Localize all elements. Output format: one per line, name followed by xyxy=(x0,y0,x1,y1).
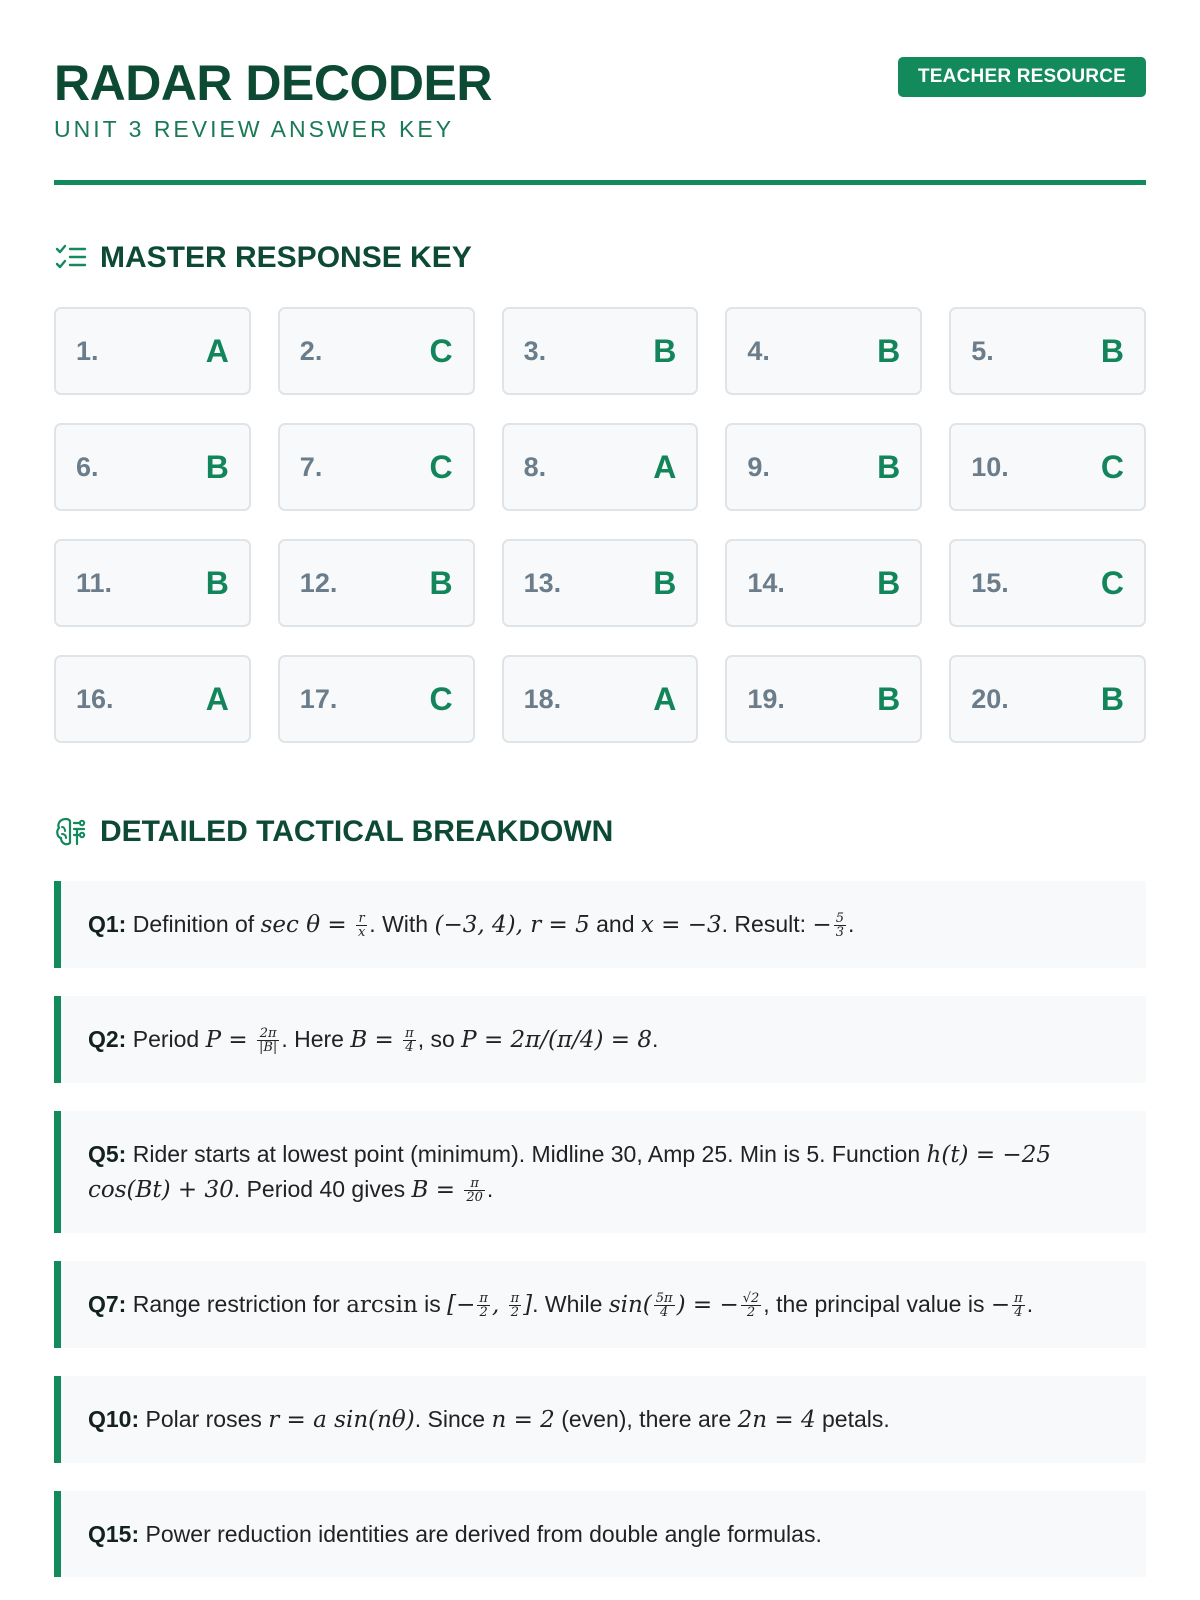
explanation-text: . xyxy=(486,1176,494,1202)
breakdown-heading xyxy=(54,815,1146,849)
math-expression: − xyxy=(990,1292,1011,1318)
math-expression: ) = − xyxy=(676,1292,739,1318)
explanation-text: . xyxy=(847,911,855,937)
math-expression: P = xyxy=(205,1027,255,1053)
answer-letter: A xyxy=(205,680,229,717)
answer-letter: A xyxy=(205,332,229,369)
explanation-text: and xyxy=(589,911,641,937)
math-expression: h(t) = −25 cos(Bt) + 30 xyxy=(88,1142,1051,1203)
explanation-text: (even), there are xyxy=(554,1406,738,1432)
math-fraction xyxy=(257,1027,279,1054)
answer-grid xyxy=(54,307,1146,743)
fraction-denominator: 4 xyxy=(654,1305,675,1319)
answer-cell xyxy=(725,655,922,743)
fraction-denominator: 3 xyxy=(835,925,844,941)
question-number: 13. xyxy=(523,567,562,598)
answer-letter: C xyxy=(429,332,453,369)
question-number: 16. xyxy=(76,683,114,714)
answer-cell xyxy=(949,423,1146,511)
answer-cell xyxy=(278,423,475,511)
math-fraction xyxy=(654,1292,675,1319)
brain-icon xyxy=(54,815,88,849)
question-number: 2. xyxy=(299,335,323,366)
question-number: 8. xyxy=(523,451,547,482)
page-header xyxy=(54,0,1146,185)
fraction-denominator: |B| xyxy=(258,1040,278,1056)
math-expression: ] xyxy=(523,1292,533,1318)
math-expression: r = a sin(nθ) xyxy=(268,1407,415,1433)
answer-letter: B xyxy=(653,332,677,369)
question-number: 11. xyxy=(76,567,113,598)
checklist-icon xyxy=(54,241,88,275)
question-label: Q10: xyxy=(88,1406,140,1432)
fraction-numerator: 2π xyxy=(259,1026,277,1042)
question-number: 9. xyxy=(747,451,770,482)
answer-letter: C xyxy=(1100,448,1124,485)
explanation-text: Rider starts at lowest point (minimum). Midline 30, Amp 25. Min is 5. Function xyxy=(126,1141,927,1167)
explanation-text: Power reduction identities are derived from double angle formulas. xyxy=(139,1521,822,1547)
fraction-numerator: π xyxy=(470,1176,479,1192)
math-fraction xyxy=(741,1292,762,1319)
answer-letter: B xyxy=(877,448,901,485)
math-expression: (−3, 4), r = 5 xyxy=(434,912,590,938)
master-key-heading-label: MASTER RESPONSE KEY xyxy=(100,241,472,274)
explanation-text: , the principal value is xyxy=(763,1291,991,1317)
explanation-text: . xyxy=(652,1026,659,1052)
question-number: 5. xyxy=(971,335,994,366)
answer-cell xyxy=(278,655,475,743)
explanation-text: . Here xyxy=(281,1026,351,1052)
explanation-text: petals. xyxy=(815,1406,890,1432)
explanation-text: Range restriction for xyxy=(126,1291,347,1317)
answer-cell xyxy=(502,423,699,511)
explanation-text: Polar roses xyxy=(139,1406,269,1432)
answer-cell xyxy=(725,423,922,511)
explanation-text: . Result: xyxy=(721,911,813,937)
breakdown-item-q10 xyxy=(54,1376,1146,1463)
breakdown-item-q15 xyxy=(54,1491,1146,1577)
question-number: 19. xyxy=(747,683,785,714)
question-number: 17. xyxy=(299,683,338,714)
question-number: 20. xyxy=(971,683,1009,714)
fraction-numerator: π xyxy=(1014,1291,1023,1307)
answer-letter: B xyxy=(653,564,677,601)
teacher-resource-badge: TEACHER RESOURCE xyxy=(898,57,1146,97)
math-fraction xyxy=(834,912,846,939)
question-label: Q15: xyxy=(88,1521,140,1547)
answer-letter: B xyxy=(877,680,901,717)
question-number: 1. xyxy=(76,335,99,366)
question-number: 4. xyxy=(747,335,770,366)
fraction-numerator: r xyxy=(358,911,365,927)
explanation-text: . While xyxy=(532,1291,609,1317)
answer-cell xyxy=(54,539,251,627)
answer-letter: A xyxy=(653,680,677,717)
explanation-text: is xyxy=(417,1291,448,1317)
fraction-numerator: π xyxy=(405,1026,414,1042)
math-expression: x = −3 xyxy=(640,912,722,938)
fraction-numerator: π xyxy=(510,1291,520,1307)
answer-letter: B xyxy=(429,564,453,601)
breakdown-heading-label: DETAILED TACTICAL BREAKDOWN xyxy=(100,815,614,848)
question-label: Q2: xyxy=(88,1026,127,1052)
explanation-text: . Period 40 gives xyxy=(233,1176,412,1202)
fraction-denominator: 2 xyxy=(477,1305,490,1319)
explanation-text: Definition of xyxy=(126,911,261,937)
answer-cell xyxy=(278,307,475,395)
question-label: Q7: xyxy=(88,1291,127,1317)
answer-letter: C xyxy=(429,448,453,485)
question-number: 18. xyxy=(523,683,562,714)
math-fraction xyxy=(477,1292,490,1319)
fraction-denominator: 2 xyxy=(509,1305,522,1319)
breakdown-list xyxy=(54,881,1146,1577)
fraction-denominator: 2 xyxy=(741,1305,762,1319)
math-fraction xyxy=(509,1292,522,1319)
answer-letter: B xyxy=(877,564,901,601)
explanation-text: . xyxy=(1026,1291,1034,1317)
question-number: 10. xyxy=(971,451,1009,482)
math-expression: B = xyxy=(350,1027,402,1053)
answer-letter: B xyxy=(1100,332,1124,369)
math-fraction xyxy=(356,912,367,939)
explanation-text: Period xyxy=(126,1026,206,1052)
breakdown-item-q1 xyxy=(54,881,1146,968)
explanation-text: , so xyxy=(417,1026,462,1052)
answer-cell xyxy=(725,307,922,395)
question-label: Q5: xyxy=(88,1141,127,1167)
answer-letter: C xyxy=(429,680,453,717)
math-expression: B = xyxy=(411,1177,463,1203)
math-expression: [− xyxy=(447,1292,476,1318)
answer-letter: B xyxy=(877,332,901,369)
answer-cell xyxy=(949,539,1146,627)
math-fraction xyxy=(1012,1292,1025,1319)
answer-cell xyxy=(502,307,699,395)
answer-cell xyxy=(502,539,699,627)
math-expression: sin( xyxy=(608,1292,652,1318)
fraction-numerator: 5 xyxy=(835,911,844,927)
answer-cell xyxy=(502,655,699,743)
question-number: 3. xyxy=(523,335,547,366)
page-subtitle: UNIT 3 REVIEW ANSWER KEY xyxy=(54,116,455,142)
math-expression: sec θ = xyxy=(260,912,354,938)
breakdown-item-q5 xyxy=(54,1111,1146,1233)
answer-letter: B xyxy=(205,564,229,601)
question-number: 7. xyxy=(299,451,323,482)
page-title: RADAR DECODER xyxy=(54,55,492,111)
question-number: 12. xyxy=(299,567,338,598)
answer-cell xyxy=(54,307,251,395)
fraction-numerator: √2 xyxy=(742,1291,760,1307)
fraction-denominator: 20 xyxy=(466,1190,483,1206)
math-expression: n = 2 xyxy=(491,1407,555,1433)
answer-letter: B xyxy=(205,448,229,485)
question-number: 14. xyxy=(747,567,785,598)
answer-cell xyxy=(54,423,251,511)
question-number: 15. xyxy=(971,567,1009,598)
math-expression: − xyxy=(812,912,832,938)
fraction-numerator: 5π xyxy=(655,1291,673,1307)
breakdown-item-q7 xyxy=(54,1261,1146,1348)
explanation-text: . Since xyxy=(414,1406,492,1432)
math-expression: 2n = 4 xyxy=(737,1407,816,1433)
answer-letter: B xyxy=(1100,680,1124,717)
answer-letter: C xyxy=(1100,564,1124,601)
fraction-numerator: π xyxy=(479,1291,488,1307)
answer-cell xyxy=(949,655,1146,743)
question-number: 6. xyxy=(76,451,99,482)
fraction-denominator: 4 xyxy=(1012,1305,1025,1319)
math-fraction xyxy=(403,1027,416,1054)
math-expression: , xyxy=(491,1292,507,1318)
answer-cell xyxy=(725,539,922,627)
math-fraction xyxy=(464,1177,485,1204)
fraction-denominator: x xyxy=(357,925,366,941)
question-label: Q1: xyxy=(88,911,127,937)
fraction-denominator: 4 xyxy=(403,1040,416,1054)
breakdown-item-q2 xyxy=(54,996,1146,1083)
explanation-text: . With xyxy=(369,911,435,937)
master-key-heading xyxy=(54,241,1146,275)
answer-cell xyxy=(949,307,1146,395)
math-expression: arcsin xyxy=(346,1292,418,1318)
math-expression: P = 2π/(π/4) = 8 xyxy=(461,1027,652,1053)
answer-cell xyxy=(278,539,475,627)
answer-cell xyxy=(54,655,251,743)
answer-letter: A xyxy=(653,448,677,485)
